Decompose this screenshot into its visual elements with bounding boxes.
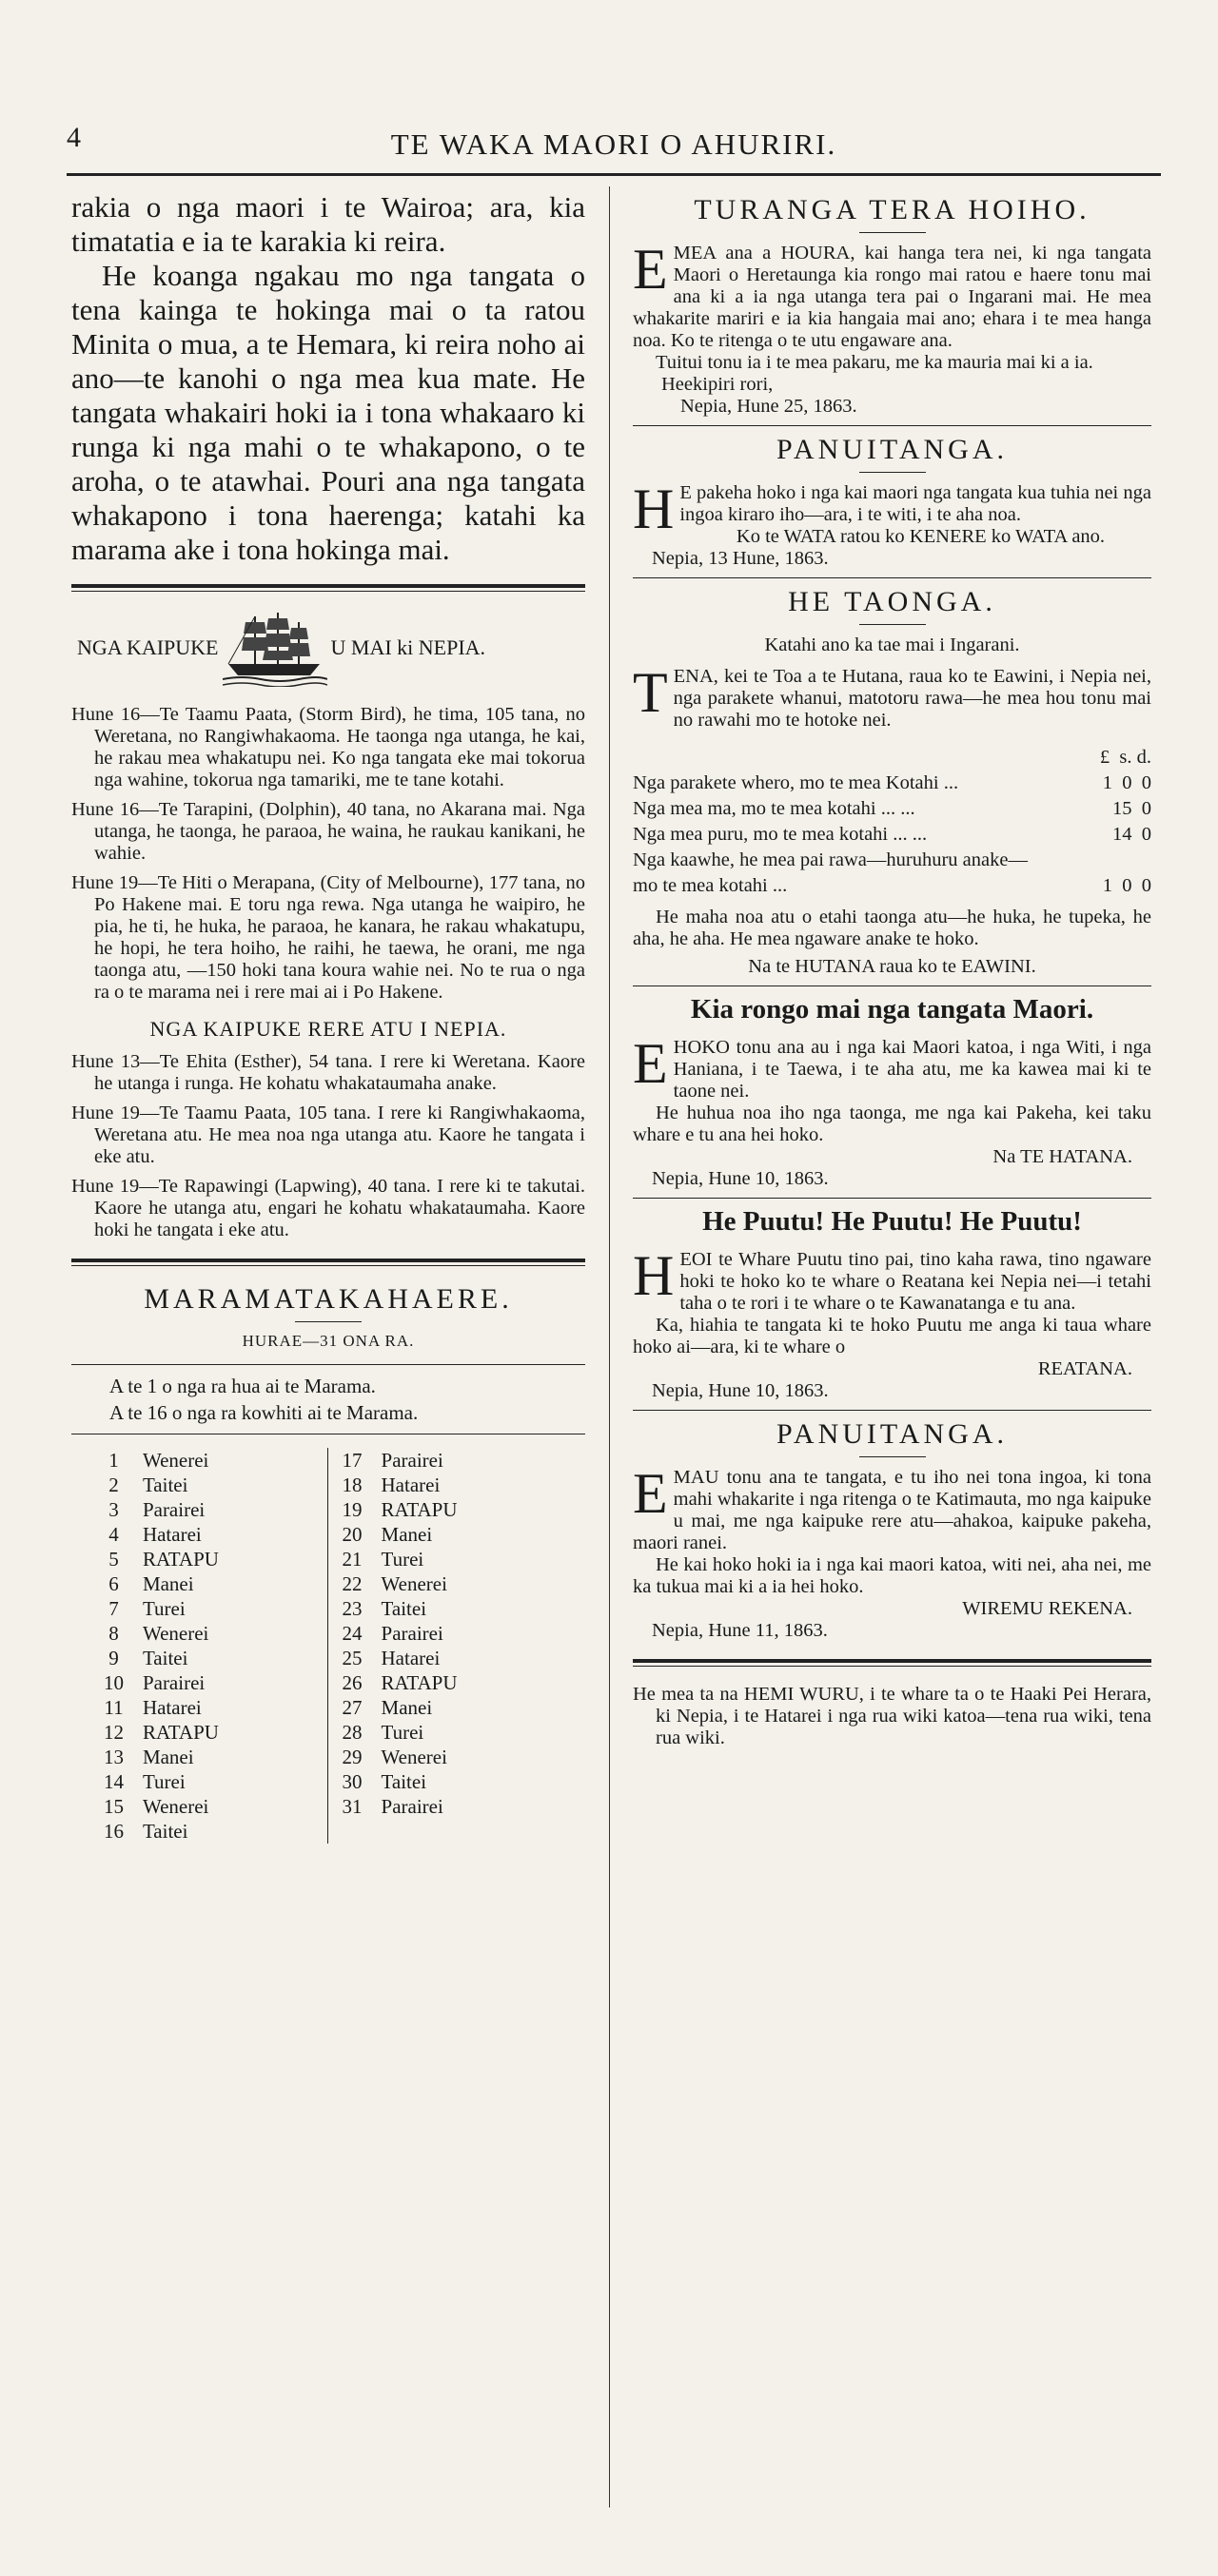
arrival-entry: Hune 19—Te Hiti o Merapana, (City of Melbourne), 177 tana, no Po Hakene mai. E toru nga rewa. Nga utanga he waipiro, he pia, he ti, he huka, he paraoa, he kanara, he rakau whakatupu, he hopi, he tera hoiho, he raihi, he taewa, he orani, me nga taonga atu, —150 hoki tana koura wahie nei. No te rua o nga ra o te marama nei i rere mai ai i Po Hakene. (71, 872, 585, 1003)
turanga-notice (633, 238, 1151, 418)
day-name: Turei (381, 1721, 424, 1744)
kia-rongo-title: Kia rongo mai nga tangata Maori. (690, 994, 1094, 1025)
price-row (633, 848, 1151, 899)
panuitanga-notice (633, 1462, 1151, 1642)
calendar-row (90, 1547, 566, 1571)
day-name: Taitei (381, 1597, 427, 1620)
calendar-row (90, 1695, 566, 1720)
kia-rongo-body: HOKO tonu ana au i nga kai Maori katoa, i nga Witi, i nga Haniana, i te Taewa, i te aha atu, me ka kawea mai ki te taone nei. (673, 1037, 1151, 1102)
panuitanga-date: Nepia, Hune 11, 1863. (652, 1620, 828, 1641)
day-name: Manei (137, 1745, 328, 1769)
day-name: Parairei (137, 1497, 328, 1522)
calendar-row (90, 1670, 566, 1695)
paper-title: TE WAKA MAORI O AHURIRI. (390, 127, 837, 161)
day-name: Hatarei (381, 1473, 441, 1496)
header-rule (67, 173, 1161, 176)
arrival-entry: Hune 16—Te Tarapini, (Dolphin), 40 tana, no Akarana mai. Nga utanga, he taonga, he paraoa, he waina, he raukau kanikani, he wahie. (71, 799, 585, 864)
shipping-heading (77, 609, 585, 687)
drop-cap: T (633, 661, 668, 724)
short-rule (295, 1321, 362, 1322)
day-name: Wenerei (381, 1572, 447, 1595)
price-row (633, 771, 1151, 796)
day-number: 27 (342, 1696, 363, 1719)
price-item: Nga kaawhe, he mea pai rawa—huruhuru anake—mo te mea kotahi ... (633, 849, 1028, 896)
day-number: 15 (103, 1795, 124, 1818)
day-number: 31 (342, 1795, 363, 1818)
panuitanga-sign: WIREMU REKENA. (962, 1598, 1132, 1619)
day-name: RATAPU (137, 1547, 328, 1571)
panuitanga-body-2: He kai hoko hoki ia i nga kai maori katoa, witi nei, aha nei, me ka tukua mai ki a ia hei hoko. (633, 1554, 1151, 1597)
drop-cap: H (633, 1244, 675, 1307)
day-number: 7 (108, 1597, 119, 1620)
drop-cap: E (633, 1032, 668, 1095)
day-name: Hatarei (381, 1647, 441, 1669)
price-header-row (633, 745, 1151, 771)
day-name: Hatarei (137, 1522, 328, 1547)
day-name: Taitei (137, 1646, 328, 1670)
taonga-title: HE TAONGA. (788, 586, 996, 617)
day-name: Manei (381, 1696, 433, 1719)
day-number: 8 (108, 1622, 119, 1645)
panuitanga-body: E pakeha hoko i nga kai maori nga tangata kua tuhia nei nga ingoa kiraro iho—ara, i te witi, i te aha noa. (679, 482, 1151, 525)
day-number: 10 (103, 1671, 124, 1694)
day-name: Taitei (137, 1819, 328, 1844)
section-rule (633, 1410, 1151, 1411)
short-rule (859, 232, 926, 233)
day-name: Wenerei (137, 1448, 328, 1473)
price-value: 1 0 0 (1102, 772, 1151, 793)
price-row (633, 796, 1151, 822)
calendar-row (90, 1646, 566, 1670)
departures-heading: NGA KAIPUKE RERE ATU I NEPIA. (149, 1017, 507, 1041)
departure-entry: Hune 19—Te Taamu Paata, 105 tana. I rere ki Rangiwhakaoma, Weretana atu. He mea noa nga utanga atu. Kaore he tangata i eke atu. (71, 1103, 585, 1167)
panuitanga-body: MAU tonu ana te tangata, e tu iho nei tona ingoa, ki tona mahi whakarite i nga ritenga o te Katimauta, mo nga kaipuke u mai, me nga kaipuke rere atu—ahakoa, kaipuke pakeha, maori ranei. (633, 1467, 1151, 1553)
drop-cap: E (633, 1462, 668, 1525)
page-number: 4 (67, 122, 81, 153)
day-name: Taitei (381, 1770, 427, 1793)
day-name: Taitei (137, 1473, 328, 1497)
price-row (633, 822, 1151, 848)
section-rule (633, 1198, 1151, 1199)
section-rule (633, 577, 1151, 578)
day-name: Wenerei (137, 1621, 328, 1646)
calendar-row (90, 1819, 566, 1844)
double-rule (633, 1659, 1151, 1667)
calendar-subtitle: HURAE—31 ONA RA. (242, 1332, 415, 1350)
price-item: Nga parakete whero, mo te mea Kotahi ... (633, 772, 959, 793)
taonga-sign: Na te HUTANA raua ko te EAWINI. (748, 956, 1036, 977)
puutu-title: He Puutu! He Puutu! He Puutu! (702, 1206, 1082, 1237)
calendar-row (90, 1448, 566, 1473)
day-number: 9 (108, 1647, 119, 1669)
puutu-date: Nepia, Hune 10, 1863. (652, 1380, 829, 1401)
calendar-row (90, 1745, 566, 1769)
calendar-title: MARAMATAKAHAERE. (144, 1283, 513, 1315)
printer-note-text: He mea ta na HEMI WURU, i te whare ta o te Haaki Pei Herara, ki Nepia, i te Hatarei i nga rua wiki katoa—tena rua wiki, tena rua wiki. (633, 1684, 1151, 1748)
day-name: Wenerei (137, 1794, 328, 1819)
kia-rongo-sign: Na TE HATANA. (992, 1146, 1132, 1167)
day-number: 28 (342, 1721, 363, 1744)
price-value: 14 0 (1112, 824, 1151, 845)
price-item: Nga mea puru, mo te mea kotahi ... ... (633, 824, 928, 845)
page-header (67, 122, 1161, 169)
day-number: 12 (103, 1721, 124, 1744)
taonga-notice (633, 634, 1151, 732)
day-number: 29 (342, 1746, 363, 1768)
day-number: 13 (103, 1746, 124, 1768)
calendar-row (90, 1473, 566, 1497)
calendar-row (90, 1522, 566, 1547)
double-rule (71, 1259, 585, 1266)
calendar-row (90, 1794, 566, 1819)
day-name: Parairei (381, 1622, 443, 1645)
intro-paragraph: rakia o nga maori i te Wairoa; ara, kia timatatia e ia te karakia ki reira. (71, 190, 585, 258)
price-value: 15 0 (1112, 798, 1151, 819)
taonga-footer (633, 907, 1151, 978)
day-name: Wenerei (381, 1746, 447, 1768)
panuitanga-notice (633, 478, 1151, 570)
drop-cap: H (633, 478, 675, 540)
day-number: 17 (342, 1449, 363, 1472)
sailing-ship-icon (223, 609, 327, 687)
section-rule (633, 425, 1151, 426)
price-value: 1 0 0 (1102, 875, 1151, 896)
day-number: 1 (108, 1449, 119, 1472)
puutu-sign: REATANA. (1037, 1358, 1132, 1379)
day-name: Parairei (381, 1449, 443, 1472)
day-number: 3 (108, 1498, 119, 1521)
day-name: Turei (137, 1596, 328, 1621)
day-number: 24 (342, 1622, 363, 1645)
day-number: 26 (342, 1671, 363, 1694)
intro-paragraph: He koanga ngakau mo nga tangata o tena kainga te hokinga mai o ta ratou Minita o mua, a te Hemara, ki reira noho ai ano—te kanohi o nga mea kua mate. He tangata whakairi hoki ia i tona whakaaro ki runga ki nga mahi o te whakapono, o te aroha, o te atawhai. Pouri ana nga tangata whakapono i tona haerenga; katahi ka marama ake i tona hokinga mai. (71, 259, 585, 566)
kia-rongo-date: Nepia, Hune 10, 1863. (652, 1168, 829, 1189)
taonga-body: ENA, kei te Toa a te Hutana, raua ko te Eawini, i Nepia nei, nga parakete whanui, matotoru rawa—he mea hou tonu mai no rawahi mo te hotoke nei. (673, 666, 1151, 731)
calendar-row (90, 1621, 566, 1646)
taonga-tagline: Katahi ano ka tae mai i Ingarani. (764, 634, 1020, 655)
day-number: 23 (342, 1597, 363, 1620)
turanga-body: MEA ana a HOURA, kai hanga tera nei, ki nga tangata Maori o Heretaunga kia rongo mai ratou e haere tonu mai ana ki a ia nga utanga tera pai o Ingarani mai. He mea whakarite mariri e ia kia hangaia mai ano; ehara i te mea hanga noa. Ko te ritenga o te utu engaware ana. (633, 243, 1151, 351)
day-name: Manei (381, 1523, 433, 1546)
day-number: 22 (342, 1572, 363, 1595)
day-number: 18 (342, 1473, 363, 1496)
taonga-body-2: He maha noa atu o etahi taonga atu—he huka, he tupeka, he aha, he aha. He mea ngaware anake te hoko. (633, 907, 1151, 949)
intro-article (71, 190, 585, 567)
drop-cap: E (633, 238, 668, 301)
calendar-row (90, 1571, 566, 1596)
day-number: 25 (342, 1647, 363, 1669)
day-number: 4 (108, 1523, 119, 1546)
calendar-row (90, 1596, 566, 1621)
turanga-sign: Heekipiri rori, (661, 374, 774, 395)
turanga-date: Nepia, Hune 25, 1863. (680, 396, 857, 417)
column-divider (609, 186, 610, 2508)
price-item: Nga mea ma, mo te mea kotahi ... ... (633, 798, 915, 819)
panuitanga-date: Nepia, 13 Hune, 1863. (652, 548, 829, 569)
departure-entry: Hune 19—Te Rapawingi (Lapwing), 40 tana. I rere ki te takutai. Kaore he utanga atu, engari he kohatu whakataumaha. Kaore hoki he tangata i eke atu. (71, 1176, 585, 1240)
day-number (328, 1819, 376, 1844)
turanga-title: TURANGA TERA HOIHO. (694, 194, 1090, 225)
right-column (633, 190, 1151, 1757)
day-number: 20 (342, 1523, 363, 1546)
day-number: 30 (342, 1770, 363, 1793)
shipping-heading-right: U MAI ki NEPIA. (330, 635, 486, 659)
day-name: RATAPU (381, 1671, 458, 1694)
day-number: 16 (103, 1820, 124, 1843)
calendar-table (90, 1448, 566, 1844)
day-number: 6 (108, 1572, 119, 1595)
price-header: £ s. d. (1099, 747, 1151, 768)
day-number: 11 (104, 1696, 124, 1719)
day-name: Turei (137, 1769, 328, 1794)
calendar-row (90, 1497, 566, 1522)
moon-phase: A te 16 o nga ra kowhiti ai te Marama. (109, 1401, 419, 1424)
day-number: 5 (108, 1548, 119, 1571)
panuitanga-title: PANUITANGA. (776, 1418, 1008, 1450)
day-name: Hatarei (137, 1695, 328, 1720)
day-name: Manei (137, 1571, 328, 1596)
shipping-heading-left: NGA KAIPUKE (77, 635, 219, 659)
day-name (376, 1819, 566, 1844)
puutu-body: EOI te Whare Puutu tino pai, tino kaha rawa, tino ngaware hoki te hoko ko te whare o Reatana kei Nepia nei—i tetahi taha o te rori i te whare o te Kawanatanga e tu ana. (679, 1249, 1151, 1314)
day-name: Parairei (381, 1795, 443, 1818)
kia-rongo-notice (633, 1032, 1151, 1190)
moon-phase: A te 1 o nga ra hua ai te Marama. (109, 1375, 376, 1397)
arrival-entry: Hune 16—Te Taamu Paata, (Storm Bird), he tima, 105 tana, no Weretana, no Rangiwhakaoma. He taonga nga utanga, he kai, he rakau mea whakatupu nei. Ko nga tangata eke mai tokorua nga wahine, tokorua nga tamariki, me te tane kotahi. (71, 704, 585, 790)
calendar-rule (71, 1364, 585, 1365)
double-rule (71, 584, 585, 592)
left-column (71, 190, 585, 1844)
short-rule (859, 624, 926, 625)
kia-rongo-body-2: He huhua noa iho nga taonga, me nga kai Pakeha, kei taku whare e tu ana hei hoko. (633, 1103, 1151, 1145)
price-list (633, 745, 1151, 899)
calendar-row (90, 1720, 566, 1745)
puutu-body-2: Ka, hiahia te tangata ki te hoko Puutu me anga ki taua whare hoko ai—ara, ki te whare o (633, 1315, 1151, 1357)
day-number: 19 (342, 1498, 363, 1521)
day-name: RATAPU (381, 1498, 458, 1521)
day-number: 14 (103, 1770, 124, 1793)
day-name: RATAPU (137, 1720, 328, 1745)
departure-entry: Hune 13—Te Ehita (Esther), 54 tana. I rere ki Weretana. Kaore he utanga i runga. He kohatu whakataumaha anake. (71, 1051, 585, 1094)
panuitanga-title: PANUITANGA. (776, 434, 1008, 465)
panuitanga-sign: Ko te WATA ratou ko KENERE ko WATA ano. (736, 526, 1106, 547)
day-number: 2 (108, 1473, 119, 1496)
turanga-body-2: Tuitui tonu ia i te mea pakaru, me ka mauria mai ki a ia. (656, 352, 1093, 373)
short-rule (859, 1456, 926, 1457)
day-name: Turei (381, 1548, 424, 1571)
calendar-row (90, 1769, 566, 1794)
puutu-notice (633, 1244, 1151, 1402)
day-number: 21 (342, 1548, 363, 1571)
arrivals-list (71, 704, 585, 1004)
departures-list (71, 1051, 585, 1241)
day-name: Parairei (137, 1670, 328, 1695)
printer-note (633, 1684, 1151, 1749)
short-rule (859, 472, 926, 473)
